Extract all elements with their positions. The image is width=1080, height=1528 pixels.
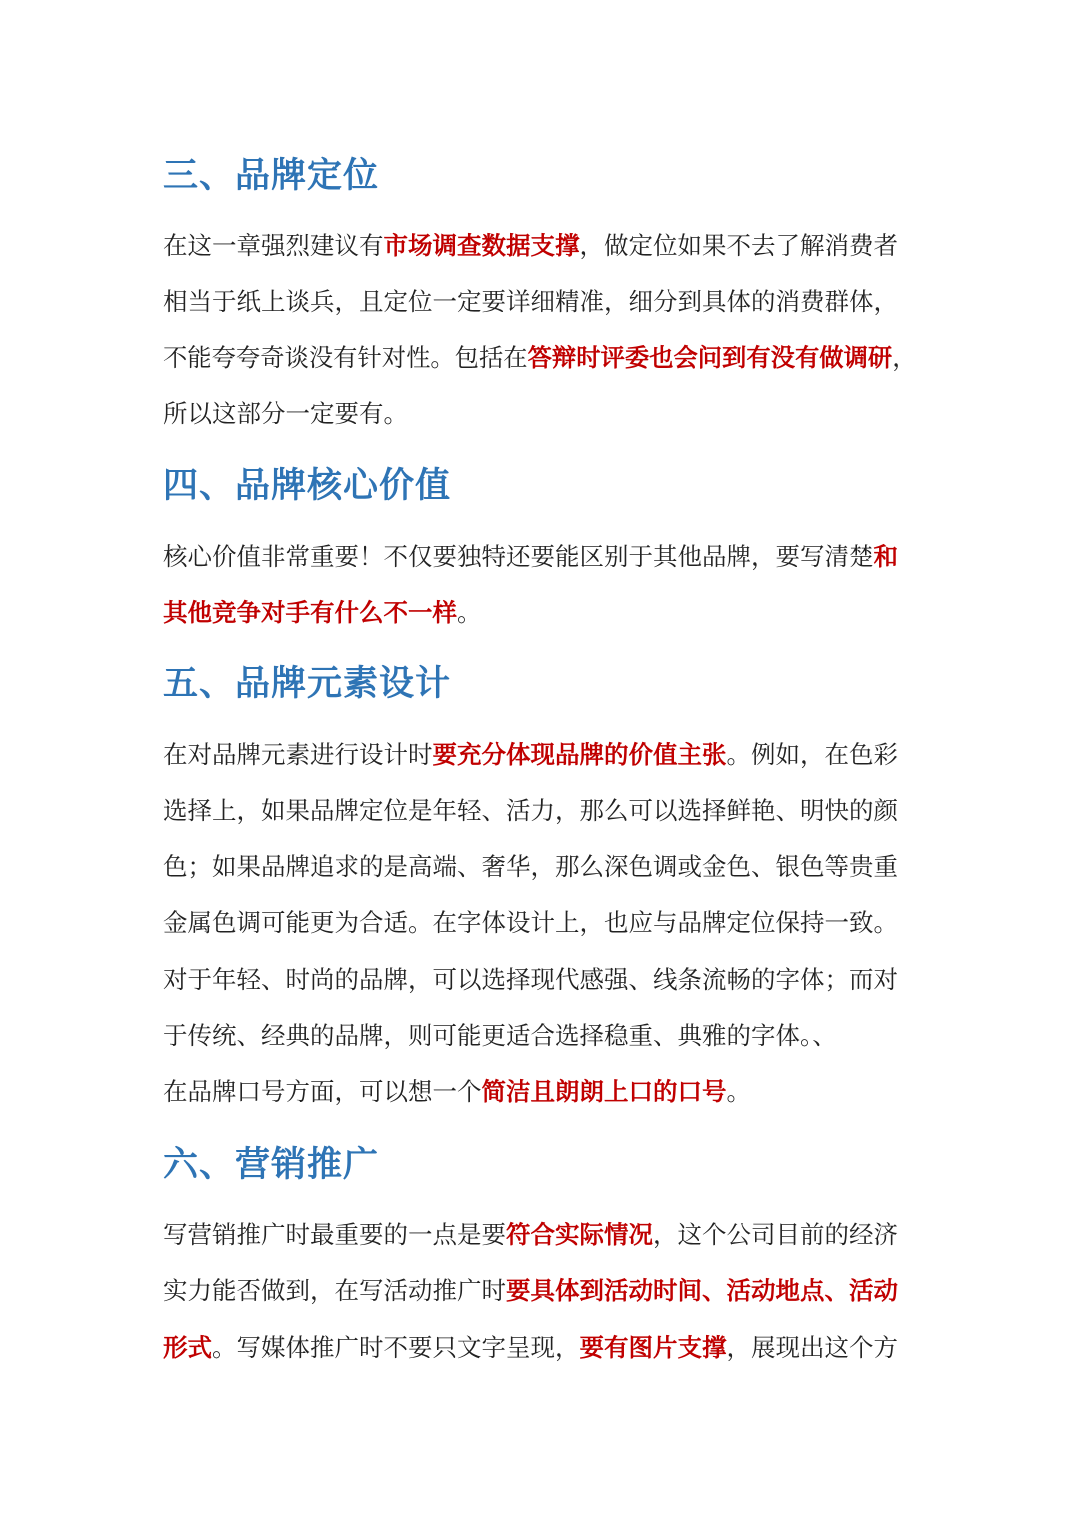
- paragraph-line: [163, 341, 917, 375]
- text-run: 在品牌口号方面，可以想一个: [163, 1077, 482, 1106]
- section-heading-marketing-promotion: 六、营销推广: [163, 1145, 380, 1185]
- highlight-text: 符合实际情况: [506, 1220, 653, 1249]
- paragraph-line: [163, 596, 482, 630]
- paragraph-line: 金属色调可能更为合适。在字体设计上，也应与品牌定位保持一致。: [163, 908, 898, 937]
- paragraph-line: [163, 738, 898, 772]
- text-run: ，这个公司目前的经济: [653, 1220, 898, 1249]
- highlight-text: 形式: [163, 1333, 212, 1362]
- highlight-text: 要具体到活动时间、活动地点、活动: [506, 1276, 898, 1305]
- paragraph-line: 色；如果品牌追求的是高端、奢华，那么深色调或金色、银色等贵重: [163, 852, 898, 881]
- text-run: ，展现出这个方: [726, 1333, 898, 1362]
- text-run: ，做定位如果不去了解消费者: [579, 231, 898, 260]
- text-run: 。: [457, 598, 482, 627]
- highlight-text: 市场调查数据支撑: [383, 231, 580, 260]
- highlight-text: 要有图片支撑: [579, 1333, 727, 1362]
- highlight-text: 其他竞争对手有什么不一样: [163, 598, 457, 627]
- section-heading-brand-positioning: 三、品牌定位: [163, 156, 380, 196]
- text-run: 写营销推广时最重要的一点是要: [163, 1220, 506, 1249]
- highlight-text: 和: [873, 542, 898, 571]
- text-run: 在这一章强烈建议有: [163, 231, 384, 260]
- paragraph-line: [163, 1274, 898, 1308]
- paragraph-line: 相当于纸上谈兵，且定位一定要详细精准，细分到具体的消费群体，: [163, 287, 898, 316]
- highlight-text: 答辩时评委也会问到有没有做调研: [527, 343, 893, 372]
- paragraph-line: [163, 1218, 898, 1252]
- text-run: 。: [726, 1077, 751, 1106]
- paragraph-line: 对于年轻、时尚的品牌，可以选择现代感强、线条流畅的字体；而对: [163, 965, 898, 994]
- highlight-text: 简洁且朗朗上口的口号: [481, 1077, 727, 1106]
- highlight-text: 要充分体现品牌的价值主张: [432, 740, 727, 769]
- text-run: 。例如，在色彩: [726, 740, 898, 769]
- paragraph-line: 于传统、经典的品牌，则可能更适合选择稳重、典雅的字体。、: [163, 1021, 837, 1050]
- text-run: 核心价值非常重要！不仅要独特还要能区别于其他品牌，要写清楚: [163, 542, 874, 571]
- section-heading-brand-core-value: 四、品牌核心价值: [163, 466, 452, 506]
- paragraph-line: 选择上，如果品牌定位是年轻、活力，那么可以选择鲜艳、明快的颜: [163, 796, 898, 825]
- paragraph-line: [163, 1075, 751, 1109]
- paragraph-line: [163, 229, 898, 263]
- text-run: ，: [892, 343, 917, 372]
- text-run: 在对品牌元素进行设计时: [163, 740, 433, 769]
- section-heading-brand-element-design: 五、品牌元素设计: [163, 664, 452, 704]
- paragraph-line: [163, 1331, 898, 1365]
- text-run: 实力能否做到，在写活动推广时: [163, 1276, 506, 1305]
- text-run: 不能夸夸奇谈没有针对性。包括在: [163, 343, 528, 372]
- paragraph-line: [163, 540, 898, 574]
- paragraph-line: 所以这部分一定要有。: [163, 399, 408, 428]
- text-run: 。写媒体推广时不要只文字呈现，: [212, 1333, 580, 1362]
